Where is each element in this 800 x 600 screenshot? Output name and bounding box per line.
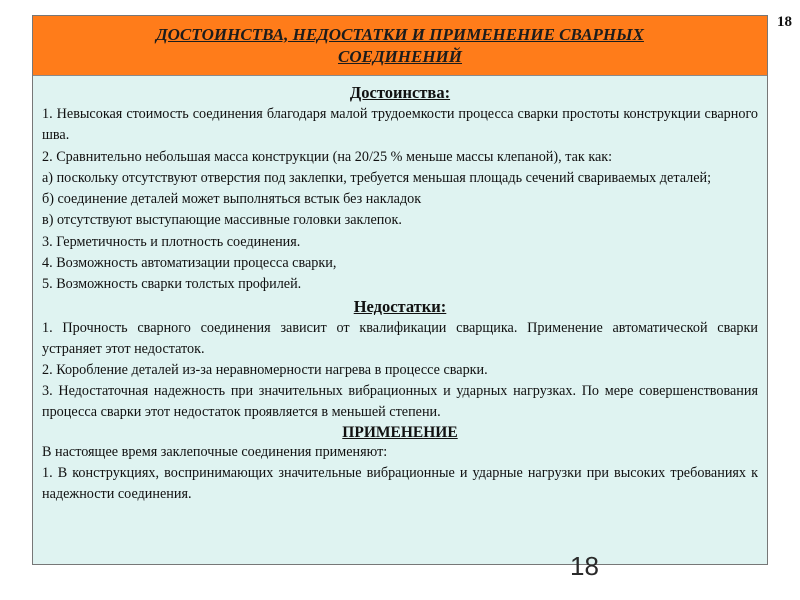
slide-content [33, 76, 767, 564]
application-item: В настоящее время заклепочные соединения применяют: [42, 443, 388, 460]
disadvantage-item: 2. Коробление деталей из-за неравномерности нагрева в процессе сварки. [42, 361, 488, 378]
advantage-item: 1. Невысокая стоимость соединения благодаря малой трудоемкости процесса сварки простоты конструкции сварного шва. [42, 106, 758, 144]
slide-header [33, 16, 767, 76]
advantages-heading: Достоинства: [349, 83, 451, 102]
advantage-item: 3. Герметичность и плотность соединения. [42, 233, 301, 250]
advantage-item: 2. Сравнительно небольшая масса конструкции (на 20/25 % меньше массы клепаной), так как: [42, 148, 613, 165]
application-item: 1. В конструкциях, воспринимающих значительные вибрационные и ударные нагрузки при высоких требованиях к надежности соединения. [42, 464, 758, 502]
advantage-item: 4. Возможность автоматизации процесса сварки, [42, 255, 337, 272]
advantage-item: 5. Возможность сварки толстых профилей. [42, 276, 302, 293]
page-number-top: 18 [777, 14, 792, 30]
advantage-item: в) отсутствуют выступающие массивные головки заклепок. [42, 212, 402, 229]
application-heading: ПРИМЕНЕНИЕ [342, 423, 458, 441]
advantage-item: б) соединение деталей может выполняться встык без накладок [42, 191, 422, 208]
disadvantage-item: 1. Прочность сварного соединения зависит от квалификации сварщика. Применение автоматической сварки устраняет этот недостаток. [42, 319, 758, 357]
advantage-item: а) поскольку отсутствуют отверстия под заклепки, требуется меньшая площадь сечений свариваемых деталей; [42, 169, 712, 186]
slide-frame [32, 15, 768, 565]
disadvantages-heading: Недостатки: [353, 296, 447, 316]
disadvantage-item: 3. Недостаточная надежность при значительных вибрационных и ударных нагрузках. По мере совершенствования процесса сварки этот недостаток проявляется в меньшей степени. [42, 382, 758, 420]
page-number-bottom: 18 [570, 551, 599, 581]
slide-title: ДОСТОИНСТВА, НЕДОСТАТКИ И ПРИМЕНЕНИЕ СВАРНЫХ СОЕДИНЕНИЙ [156, 24, 644, 66]
